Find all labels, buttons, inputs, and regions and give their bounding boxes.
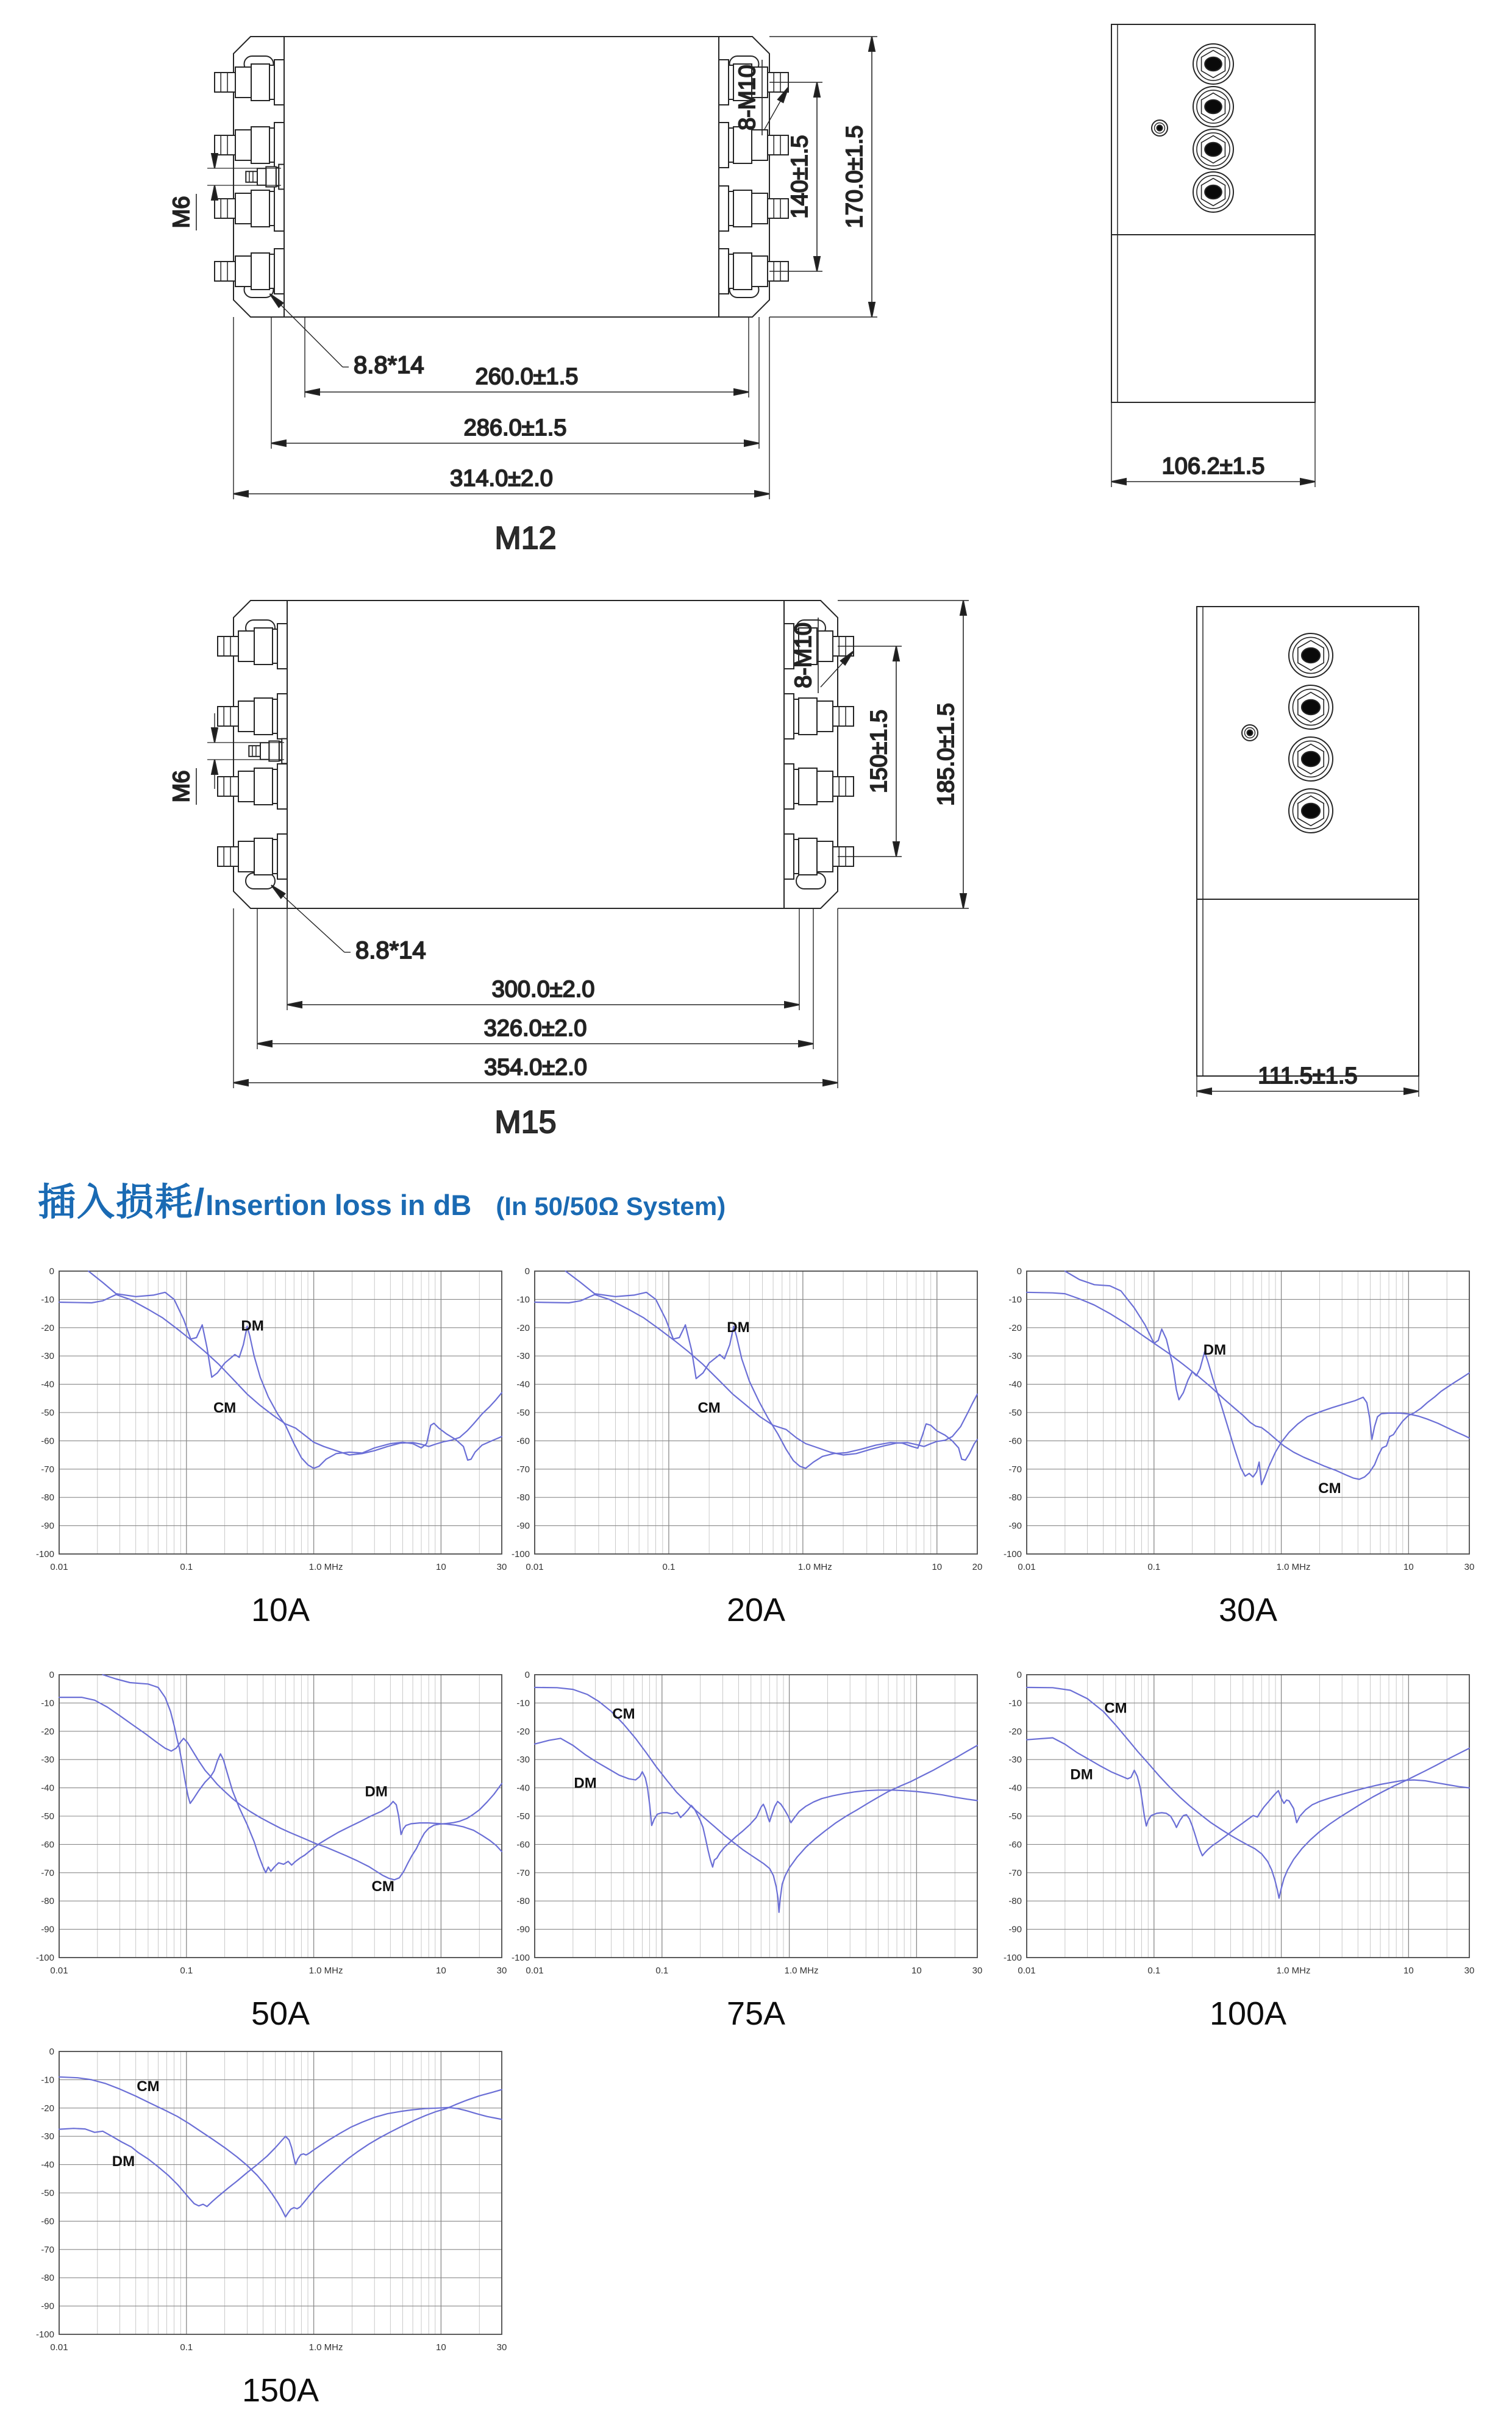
y-axis-ticks — [1004, 1671, 1022, 1963]
svg-text:1.0 MHz: 1.0 MHz — [308, 2342, 343, 2353]
svg-text:20: 20 — [972, 1562, 983, 1572]
svg-text:-70: -70 — [516, 1464, 530, 1475]
insertion-loss-chart-30a — [989, 1267, 1480, 1642]
dm-series-label: DM — [727, 1319, 750, 1336]
svg-text:1.0 MHz: 1.0 MHz — [1276, 1965, 1311, 1976]
svg-text:-10: -10 — [516, 1294, 530, 1305]
svg-text:0.01: 0.01 — [50, 1965, 68, 1976]
svg-text:0: 0 — [1016, 1671, 1022, 1680]
svg-text:30: 30 — [496, 1965, 507, 1976]
svg-text:-30: -30 — [41, 1351, 54, 1362]
M15-dim-inner: 300.0±2.0 — [491, 977, 595, 1002]
cm-series-label: CM — [1104, 1700, 1127, 1717]
svg-text:0.1: 0.1 — [655, 1965, 669, 1976]
svg-text:-60: -60 — [516, 1436, 530, 1447]
M15-dim-outer: 354.0±2.0 — [484, 1055, 587, 1080]
svg-text:-30: -30 — [41, 2131, 54, 2142]
cm-series-label: CM — [1318, 1480, 1341, 1497]
chart-caption-75a: 75A — [726, 1995, 786, 2032]
cm-series-label: CM — [697, 1400, 721, 1416]
M12-stud-label: 8-M10 — [735, 65, 760, 130]
svg-text:0.1: 0.1 — [662, 1562, 676, 1572]
x-axis-ticks — [1018, 1562, 1474, 1572]
svg-text:-90: -90 — [41, 1520, 54, 1531]
svg-text:0: 0 — [524, 1267, 530, 1277]
svg-text:-70: -70 — [516, 1867, 530, 1878]
svg-text:-20: -20 — [41, 1322, 54, 1333]
svg-text:-10: -10 — [41, 1294, 54, 1305]
insertion-loss-chart-75a — [497, 1671, 988, 2046]
chart-caption-150a: 150A — [241, 2372, 319, 2409]
svg-text:-80: -80 — [41, 1896, 54, 1907]
svg-text:-100: -100 — [511, 1953, 530, 1963]
dm-series-label: DM — [112, 2153, 135, 2170]
svg-text:-30: -30 — [1008, 1351, 1022, 1362]
dm-series-label: DM — [241, 1317, 264, 1335]
chart-caption-50a: 50A — [251, 1995, 310, 2032]
svg-text:0.01: 0.01 — [526, 1965, 544, 1976]
svg-text:-100: -100 — [35, 1953, 54, 1963]
M12-dim-stud-span: 140±1.5 — [787, 135, 813, 219]
svg-text:-60: -60 — [1008, 1839, 1022, 1850]
x-axis-ticks — [50, 1562, 507, 1572]
svg-text:10: 10 — [1403, 1562, 1414, 1572]
svg-text:-20: -20 — [41, 1726, 54, 1737]
dm-series-label: DM — [365, 1783, 388, 1800]
x-axis-ticks — [1018, 1965, 1474, 1976]
svg-text:-90: -90 — [41, 1924, 54, 1935]
svg-text:0.01: 0.01 — [50, 1562, 68, 1572]
svg-text:0: 0 — [49, 1671, 54, 1680]
dm-series-label: DM — [574, 1775, 597, 1792]
svg-text:-60: -60 — [516, 1839, 530, 1850]
x-axis-ticks — [526, 1965, 982, 1976]
svg-text:-70: -70 — [1008, 1867, 1022, 1878]
chart-caption-100a: 100A — [1209, 1995, 1287, 2032]
svg-text:0.1: 0.1 — [180, 1562, 193, 1572]
cm-series-label: CM — [137, 2078, 160, 2095]
svg-text:1.0 MHz: 1.0 MHz — [308, 1965, 343, 1976]
svg-text:-70: -70 — [41, 1867, 54, 1878]
svg-text:-40: -40 — [1008, 1783, 1022, 1794]
svg-text:-50: -50 — [1008, 1408, 1022, 1418]
cm-series-label: CM — [213, 1400, 237, 1416]
M15-slot-label: 8.8*14 — [355, 937, 426, 964]
svg-text:10: 10 — [911, 1965, 922, 1976]
M12-dim-height: 170.0±1.5 — [842, 125, 868, 229]
svg-text:-100: -100 — [35, 2329, 54, 2340]
svg-text:-90: -90 — [516, 1520, 530, 1531]
svg-text:-50: -50 — [41, 1811, 54, 1822]
svg-text:-50: -50 — [1008, 1811, 1022, 1822]
svg-text:-30: -30 — [1008, 1755, 1022, 1766]
svg-text:-20: -20 — [1008, 1726, 1022, 1737]
M15-ground-label: M6 — [169, 770, 194, 803]
insertion-loss-chart-100a — [989, 1671, 1480, 2046]
M12-slot-label: 8.8*14 — [354, 352, 424, 379]
x-axis-ticks — [50, 2342, 507, 2353]
mechanical-drawings — [0, 0, 1512, 1171]
svg-text:10: 10 — [932, 1562, 943, 1572]
svg-text:-80: -80 — [516, 1492, 530, 1503]
m12-drawing-group — [169, 24, 1315, 556]
svg-text:-20: -20 — [1008, 1322, 1022, 1333]
M15-dim-mid: 326.0±2.0 — [483, 1016, 587, 1041]
svg-text:-80: -80 — [1008, 1896, 1022, 1907]
svg-text:-50: -50 — [41, 2188, 54, 2198]
svg-text:-40: -40 — [1008, 1379, 1022, 1390]
svg-text:0.01: 0.01 — [50, 2342, 68, 2353]
svg-text:-30: -30 — [516, 1351, 530, 1362]
svg-text:30: 30 — [1464, 1562, 1475, 1572]
svg-text:-70: -70 — [41, 1464, 54, 1475]
y-axis-ticks — [1004, 1267, 1022, 1559]
x-axis-ticks — [526, 1562, 982, 1572]
chart-caption-30a: 30A — [1218, 1592, 1278, 1628]
svg-text:0: 0 — [49, 1267, 54, 1277]
svg-text:0: 0 — [524, 1671, 530, 1680]
svg-text:-20: -20 — [41, 2103, 54, 2114]
y-axis-ticks — [36, 2048, 54, 2340]
svg-text:-60: -60 — [41, 1839, 54, 1850]
svg-text:-90: -90 — [1008, 1924, 1022, 1935]
svg-text:10: 10 — [436, 1965, 446, 1976]
svg-text:0.01: 0.01 — [526, 1562, 544, 1572]
M12-dim-mid: 286.0±1.5 — [463, 415, 567, 441]
insertion-loss-chart-50a — [21, 1671, 512, 2046]
svg-text:30: 30 — [972, 1965, 983, 1976]
svg-text:0: 0 — [49, 2048, 54, 2057]
svg-text:0.1: 0.1 — [180, 1965, 193, 1976]
chart-caption-10a: 10A — [251, 1592, 310, 1628]
M15-caption: M15 — [494, 1105, 557, 1140]
y-axis-ticks — [36, 1267, 54, 1559]
svg-text:1.0 MHz: 1.0 MHz — [1276, 1562, 1311, 1572]
svg-text:-10: -10 — [41, 1698, 54, 1709]
M15-dim-height: 185.0±1.5 — [933, 703, 959, 806]
svg-text:-40: -40 — [41, 1783, 54, 1794]
svg-text:10: 10 — [1403, 1965, 1414, 1976]
svg-text:-20: -20 — [516, 1726, 530, 1737]
insertion-loss-chart-150a — [21, 2048, 512, 2423]
svg-text:-70: -70 — [41, 2244, 54, 2255]
svg-text:-80: -80 — [1008, 1492, 1022, 1503]
svg-text:-80: -80 — [41, 1492, 54, 1503]
svg-text:-10: -10 — [1008, 1294, 1022, 1305]
y-axis-ticks — [36, 1671, 54, 1963]
insertion-loss-chart-20a — [497, 1267, 988, 1642]
cm-series-label: CM — [612, 1705, 635, 1722]
dm-series-label: DM — [1070, 1766, 1093, 1783]
svg-text:-100: -100 — [35, 1549, 54, 1559]
svg-text:-90: -90 — [516, 1924, 530, 1935]
svg-text:-10: -10 — [41, 2075, 54, 2086]
svg-text:1.0 MHz: 1.0 MHz — [308, 1562, 343, 1572]
M12-dim-outer: 314.0±2.0 — [450, 466, 553, 491]
m15-drawing-group — [169, 601, 1419, 1140]
svg-text:-60: -60 — [1008, 1436, 1022, 1447]
svg-text:0.1: 0.1 — [1147, 1562, 1161, 1572]
svg-text:30: 30 — [1464, 1965, 1475, 1976]
svg-text:-10: -10 — [1008, 1698, 1022, 1709]
M12-dim-inner: 260.0±1.5 — [475, 364, 579, 390]
svg-text:0.01: 0.01 — [1018, 1562, 1036, 1572]
section-heading — [38, 1172, 726, 1226]
heading-system-note: (In 50/50Ω System) — [496, 1192, 726, 1221]
svg-text:0: 0 — [1016, 1267, 1022, 1277]
svg-text:-40: -40 — [516, 1783, 530, 1794]
y-axis-ticks — [512, 1267, 530, 1559]
dm-series-label: DM — [1203, 1341, 1227, 1358]
svg-text:10: 10 — [436, 1562, 446, 1572]
svg-text:0.01: 0.01 — [1018, 1965, 1036, 1976]
M12-caption: M12 — [494, 521, 557, 556]
svg-text:-70: -70 — [1008, 1464, 1022, 1475]
cm-series-label: CM — [371, 1878, 394, 1895]
y-axis-ticks — [512, 1671, 530, 1963]
svg-text:-90: -90 — [41, 2301, 54, 2312]
svg-text:-90: -90 — [1008, 1520, 1022, 1531]
M12-ground-label: M6 — [169, 196, 194, 229]
svg-text:-50: -50 — [516, 1811, 530, 1822]
svg-text:-100: -100 — [1003, 1953, 1022, 1963]
M15-dim-stud-span: 150±1.5 — [866, 709, 892, 794]
insertion-loss-chart-10a — [21, 1267, 512, 1642]
x-axis-ticks — [50, 1965, 507, 1976]
chart-caption-20a: 20A — [726, 1592, 786, 1628]
svg-text:-80: -80 — [41, 2273, 54, 2284]
svg-text:-60: -60 — [41, 2216, 54, 2227]
svg-text:30: 30 — [496, 1562, 507, 1572]
svg-text:0.1: 0.1 — [180, 2342, 193, 2353]
svg-text:0.1: 0.1 — [1147, 1965, 1161, 1976]
svg-text:1.0 MHz: 1.0 MHz — [797, 1562, 832, 1572]
svg-text:10: 10 — [436, 2342, 446, 2353]
heading-chinese-label: 插入损耗/ — [38, 1181, 206, 1224]
M15-stud-label: 8-M10 — [791, 622, 816, 688]
svg-text:-40: -40 — [41, 1379, 54, 1390]
svg-text:-80: -80 — [516, 1896, 530, 1907]
svg-text:-50: -50 — [41, 1408, 54, 1418]
svg-text:-20: -20 — [516, 1322, 530, 1333]
svg-text:1.0 MHz: 1.0 MHz — [784, 1965, 819, 1976]
svg-text:-30: -30 — [41, 1755, 54, 1766]
svg-text:-60: -60 — [41, 1436, 54, 1447]
svg-text:-30: -30 — [516, 1755, 530, 1766]
svg-text:-40: -40 — [41, 2159, 54, 2170]
M12-dim-depth: 106.2±1.5 — [1161, 454, 1265, 479]
svg-text:-50: -50 — [516, 1408, 530, 1418]
svg-text:-100: -100 — [1003, 1549, 1022, 1559]
svg-text:-10: -10 — [516, 1698, 530, 1709]
svg-text:-40: -40 — [516, 1379, 530, 1390]
heading-english-label: Insertion loss in dB — [205, 1189, 472, 1221]
M15-dim-depth: 111.5±1.5 — [1258, 1063, 1358, 1089]
svg-text:30: 30 — [496, 2342, 507, 2353]
svg-text:-100: -100 — [511, 1549, 530, 1559]
